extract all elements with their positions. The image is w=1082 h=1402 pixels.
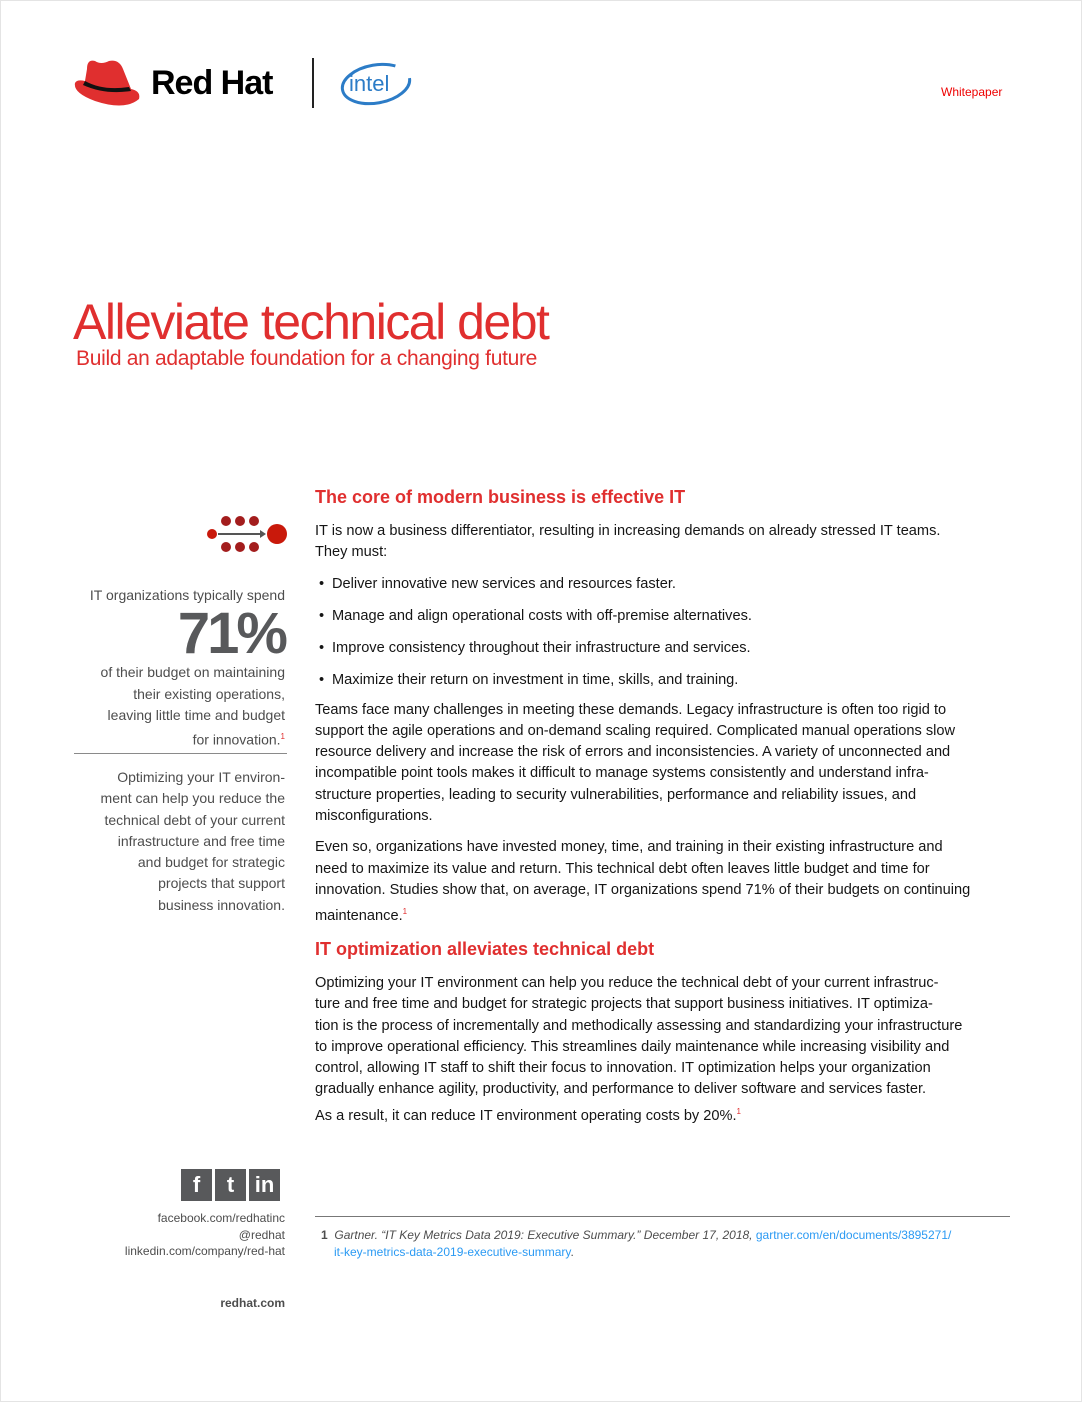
text-line: need to maximize its value and return. This technical debt often leaves little budget and time for bbox=[315, 860, 930, 877]
facebook-link[interactable]: facebook.com/redhatinc bbox=[157, 1211, 285, 1225]
text-line: for innovation. bbox=[192, 731, 281, 748]
footnote-link-cont[interactable]: it-key-metrics-data-2019-executive-summary bbox=[334, 1244, 571, 1259]
linkedin-link[interactable]: linkedin.com/company/red-hat bbox=[124, 1244, 285, 1258]
text-line: ture and free time and budget for strategic projects that support business initiatives. IT optimiza- bbox=[315, 996, 933, 1013]
bullet-item: • Improve consistency throughout their infrastructure and services. bbox=[315, 638, 1015, 670]
footnote bbox=[321, 1227, 951, 1260]
text-line: They must: bbox=[315, 544, 388, 561]
text-line: tion is the process of incrementally and methodically assessing and standardizing your infrastructure bbox=[315, 1017, 963, 1034]
text-line: Even so, organizations have invested money, time, and training in their existing infrastructure and bbox=[315, 839, 943, 856]
sidebar-quote bbox=[101, 767, 285, 916]
text-line: to improve operational efficiency. This streamlines daily maintenance while increasing visibility and bbox=[315, 1038, 950, 1055]
text-line: business innovation. bbox=[158, 896, 285, 913]
document-type: Whitepaper bbox=[941, 85, 1003, 99]
social-links bbox=[125, 1210, 285, 1260]
stat-value: 71% bbox=[177, 601, 285, 667]
footnote-divider bbox=[315, 1216, 1010, 1217]
section-body bbox=[315, 521, 1015, 927]
acceleration-icon bbox=[204, 513, 290, 557]
red-hat-logo bbox=[73, 57, 272, 109]
text-line: incompatible point tools makes it difficult to manage systems consistently and understand infra- bbox=[315, 765, 929, 782]
intel-logo bbox=[339, 61, 413, 107]
text-line: Optimizing your IT environ- bbox=[117, 769, 285, 785]
text-line: their existing operations, bbox=[133, 685, 285, 702]
text-line: Teams face many challenges in meeting these demands. Legacy infrastructure is often too rigid to bbox=[315, 701, 947, 718]
bullet-item: • Deliver innovative new services and resources faster. bbox=[315, 574, 1015, 606]
text-line: infrastructure and free time bbox=[117, 832, 285, 849]
red-hat-icon bbox=[73, 57, 141, 109]
footnote-link[interactable]: gartner.com/en/documents/3895271/ bbox=[755, 1228, 952, 1242]
twitter-icon[interactable]: t bbox=[215, 1169, 246, 1201]
footnote-ref[interactable]: 1 bbox=[736, 1106, 741, 1116]
stat-intro: IT organizations typically spend bbox=[89, 587, 285, 603]
page-title: Alleviate technical debt bbox=[73, 294, 549, 350]
text-line: misconfigurations. bbox=[315, 808, 433, 825]
text-line: projects that support bbox=[158, 875, 285, 892]
text-line: innovation. Studies show that, on average, IT organizations spend 71% of their budgets on continuing bbox=[315, 881, 971, 898]
footnote-end: . bbox=[570, 1244, 574, 1259]
linkedin-icon[interactable]: in bbox=[249, 1169, 280, 1201]
text-line: maintenance. bbox=[315, 908, 403, 925]
website-link[interactable]: redhat.com bbox=[220, 1296, 285, 1310]
text-line: control, allowing IT staff to shift their focus to innovation. IT optimization helps your organization bbox=[315, 1060, 931, 1077]
facebook-icon[interactable]: f bbox=[181, 1169, 212, 1201]
sidebar-divider bbox=[74, 753, 287, 754]
text-line: resource delivery and increase the risk of errors and inconsistencies. A variety of unconnected and bbox=[315, 744, 951, 761]
text-line: leaving little time and budget bbox=[107, 706, 285, 723]
text-line: ment can help you reduce the bbox=[100, 790, 285, 807]
section-heading: The core of modern business is effective IT bbox=[315, 487, 686, 507]
footnote-ref[interactable]: 1 bbox=[280, 732, 285, 742]
footnote-text: Gartner. “IT Key Metrics Data 2019: Executive Summary.” December 17, 2018, bbox=[334, 1228, 753, 1242]
text-line: As a result, it can reduce IT environment operating costs by 20%. bbox=[315, 1107, 737, 1124]
page-subtitle: Build an adaptable foundation for a changing future bbox=[76, 347, 538, 370]
section-body bbox=[315, 973, 1015, 1127]
text-line: technical debt of your current bbox=[104, 811, 285, 828]
text-line: and budget for strategic bbox=[137, 854, 285, 871]
text-line: Optimizing your IT environment can help you reduce the technical debt of your current infrastruc- bbox=[315, 975, 939, 991]
footnote-number: 1 bbox=[321, 1228, 328, 1242]
footnote-ref[interactable]: 1 bbox=[402, 907, 408, 917]
logo-divider bbox=[312, 58, 314, 108]
text-line: support the agile operations and on-demand scaling required. Complicated manual operations slow bbox=[315, 722, 956, 739]
svg-text:intel: intel bbox=[349, 71, 390, 96]
bullet-item: • Maximize their return on investment in time, skills, and training. bbox=[315, 670, 1015, 702]
text-line: of their budget on maintaining bbox=[100, 664, 285, 681]
brand-name: Red Hat bbox=[151, 63, 273, 102]
bullet-item: • Manage and align operational costs with off-premise alternatives. bbox=[315, 606, 1015, 638]
text-line: gradually enhance agility, productivity, and performance to deliver software and services faster. bbox=[315, 1081, 927, 1098]
text-line: IT is now a business differentiator, resulting in increasing demands on already stressed IT teams. bbox=[315, 523, 941, 539]
section-heading: IT optimization alleviates technical debt bbox=[315, 939, 655, 959]
social-icons bbox=[181, 1169, 280, 1201]
stat-callout bbox=[90, 585, 285, 751]
twitter-link[interactable]: @redhat bbox=[238, 1227, 285, 1242]
text-line: structure properties, leading to security vulnerabilities, performance and reliability issues, and bbox=[315, 786, 917, 803]
